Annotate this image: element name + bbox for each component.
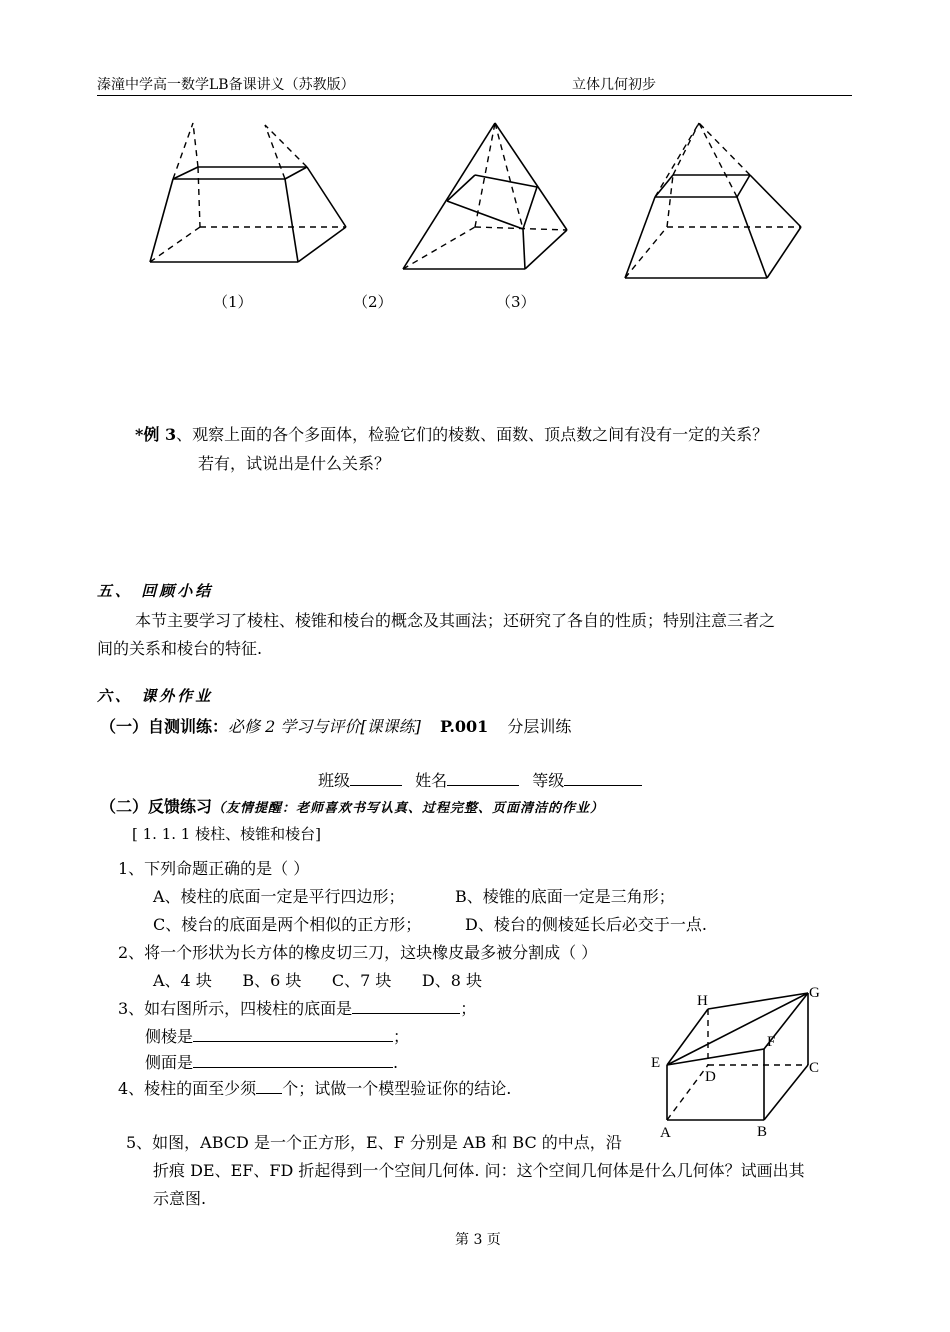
prism-label-b: B: [757, 1124, 768, 1140]
caption-3: （3）: [496, 293, 536, 311]
question-3-faces-blank[interactable]: [193, 1053, 393, 1068]
question-3-edges-label: 侧棱是: [145, 1027, 194, 1046]
question-5-line3: 示意图.: [153, 1189, 207, 1208]
section-ref: [ 1. 1. 1 棱柱、棱锥和棱台]: [132, 825, 321, 843]
prism-label-e: E: [651, 1055, 661, 1071]
page-number: 第 3 页: [455, 1232, 501, 1248]
caption-1: （1）: [213, 293, 253, 311]
question-3-edges-end: ；: [393, 1027, 410, 1046]
self-test-page: P.001: [439, 717, 489, 736]
prism-label-g: G: [809, 985, 820, 1001]
question-1-option-c: C、棱台的底面是两个相似的正方形；: [153, 915, 422, 934]
frustum-figure-3: [615, 115, 815, 290]
frustum-figure-1: [140, 115, 360, 275]
example3-label: *例 3: [135, 425, 177, 444]
question-4: [118, 1076, 511, 1099]
question-3-end: ；: [460, 999, 477, 1018]
prism-label-d: D: [705, 1069, 716, 1085]
question-1: 1、下列命题正确的是（ ）: [118, 859, 310, 878]
question-2: 2、将一个形状为长方体的橡皮切三刀，这块橡皮最多被分割成（ ）: [118, 943, 598, 962]
grade-field[interactable]: [564, 771, 642, 786]
question-3-edges-blank[interactable]: [193, 1027, 393, 1042]
prism-label-c: C: [809, 1060, 820, 1076]
feedback-line: [100, 794, 604, 817]
self-test-label: （一）自测训练：: [100, 717, 229, 736]
example3-line2: 若有，试说出是什么关系？: [198, 454, 391, 473]
section5-line2: 间的关系和棱台的特征.: [97, 639, 263, 658]
question-3-faces-end: .: [393, 1053, 399, 1072]
name-field[interactable]: [447, 771, 519, 786]
feedback-label: （二）反馈练习: [100, 797, 213, 816]
header-topic: 立体几何初步: [572, 77, 656, 93]
header-rule: [97, 95, 852, 96]
question-3-base-blank[interactable]: [352, 999, 460, 1014]
question-4-blank[interactable]: [256, 1079, 282, 1094]
header-title: 溱潼中学高一数学LB备课讲义（苏教版）: [97, 77, 355, 93]
example3-line1: [135, 422, 768, 445]
question-4-post: 个；试做一个模型验证你的结论.: [282, 1079, 512, 1098]
class-label: 班级: [318, 771, 351, 790]
example3-text: 、观察上面的各个多面体，检验它们的棱数、面数、顶点数之间有没有一定的关系？: [176, 425, 769, 444]
self-test-line: [100, 714, 571, 737]
question-1-option-d: D、棱台的侧棱延长后必交于一点.: [465, 915, 707, 934]
self-test-tail: 分层训练: [507, 717, 572, 736]
question-4-pre: 4、棱柱的面至少须: [118, 1079, 257, 1098]
question-1-option-b: B、棱锥的底面一定是三角形；: [455, 887, 675, 906]
question-3-text: 3、如右图所示，四棱柱的底面是: [118, 999, 353, 1018]
section5-line1: 本节主要学习了棱柱、棱锥和棱台的概念及其画法；还研究了各自的性质；特别注意三者之: [135, 611, 776, 630]
question-3-faces: [145, 1050, 398, 1073]
caption-2: （2）: [353, 293, 393, 311]
pyramid-figure-2: [395, 115, 575, 275]
section5-title: 五、 回顾小结: [97, 582, 214, 600]
section6-title: 六、 课外作业: [97, 687, 214, 705]
prism-label-a: A: [660, 1125, 671, 1141]
question-2-options: A、4 块 B、6 块 C、7 块 D、8 块: [153, 971, 482, 990]
question-1-option-a: A、棱柱的底面一定是平行四边形；: [153, 887, 405, 906]
question-5-line1: 5、如图，ABCD 是一个正方形，E、F 分别是 AB 和 BC 的中点，沿: [126, 1133, 622, 1152]
student-info-line: [318, 768, 642, 791]
question-3-edges: [145, 1024, 409, 1047]
feedback-tip: （友情提醒：老师喜欢书写认真、过程完整、页面清洁的作业）: [212, 801, 605, 816]
name-label: 姓名: [415, 771, 448, 790]
prism-label-f: F: [767, 1034, 776, 1050]
question-3: [118, 996, 476, 1019]
class-field[interactable]: [350, 771, 402, 786]
prism-label-h: H: [697, 993, 708, 1009]
question-3-faces-label: 侧面是: [145, 1053, 194, 1072]
grade-label: 等级: [532, 771, 565, 790]
question-5-line2: 折痕 DE、EF、FD 折起得到一个空间几何体. 问：这个空间几何体是什么几何体？试画出其: [153, 1161, 805, 1180]
self-test-book: 必修 2 学习与评价[课课练]: [228, 717, 421, 736]
